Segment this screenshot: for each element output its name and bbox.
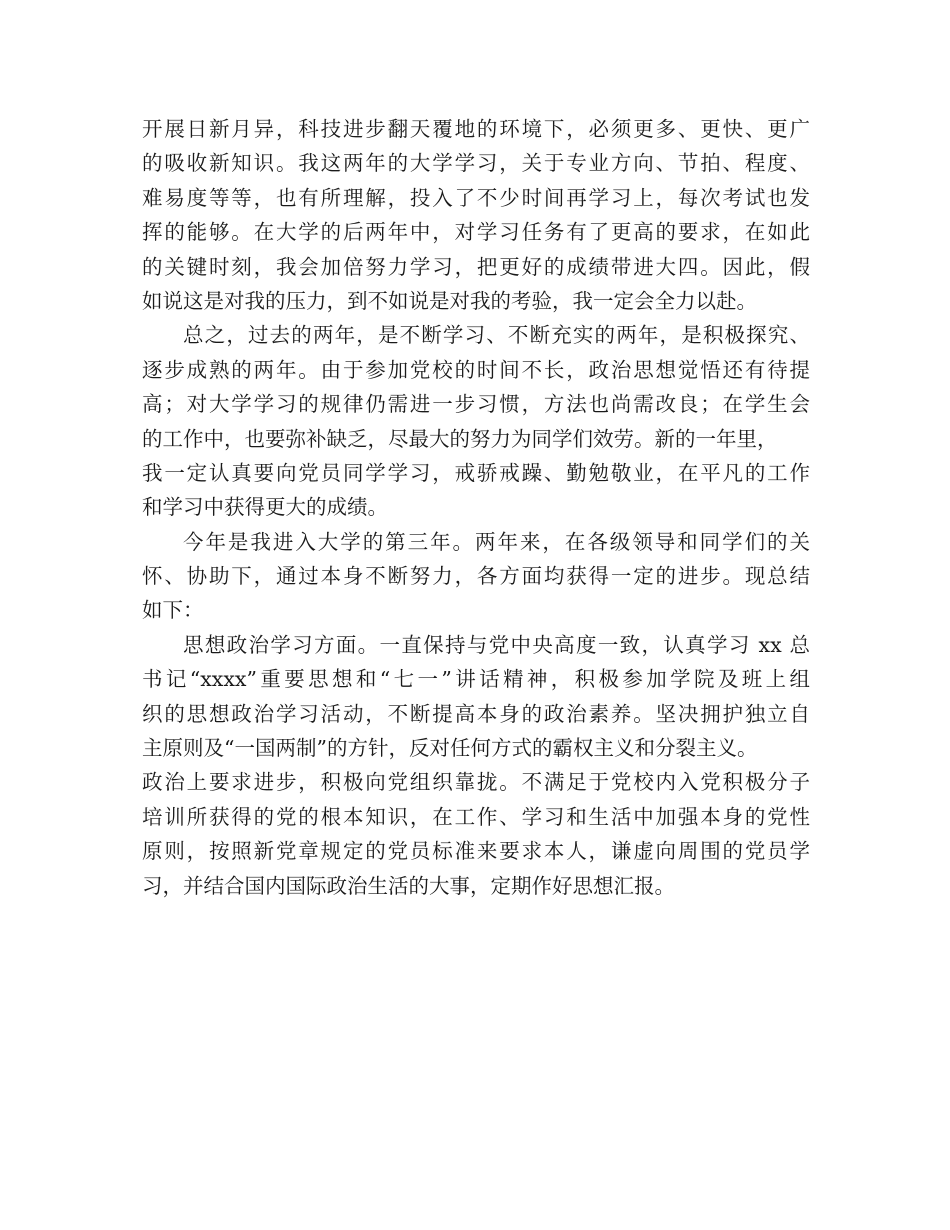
text-line: 总之，过去的两年，是不断学习、不断充实的两年，是积极探究、: [183, 323, 810, 348]
text-line: 逐步成熟的两年。由于参加党校的时间不长，政治思想觉悟还有待提: [142, 357, 810, 382]
paragraph-political-study: [142, 628, 810, 903]
text-line: 主原则及“一国两制”的方针，反对任何方式的霸权主义和分裂主义。: [142, 736, 758, 761]
text-line: 高；对大学学习的规律仍需进一步习惯，方法也尚需改良；在学生会: [142, 392, 810, 417]
text-line: 培训所获得的党的根本知识，在工作、学习和生活中加强本身的党性: [142, 804, 810, 829]
text-line: 难易度等等，也有所理解，投入了不少时间再学习上，每次考试也发: [142, 185, 810, 210]
text-line: 的关键时刻，我会加倍努力学习，把更好的成绩带进大四。因此，假: [142, 254, 810, 279]
text-line: 的工作中，也要弥补缺乏，尽最大的努力为同学们效劳。新的一年里，: [142, 426, 778, 451]
text-line: 思想政治学习方面。一直保持与党中央高度一致，认真学习 xx 总: [183, 632, 810, 657]
text-line: 的吸收新知识。我这两年的大学学习，关于专业方向、节拍、程度、: [142, 151, 810, 176]
text-line: 我一定认真要向党员同学学习，戒骄戒躁、勤勉敬业，在平凡的工作: [142, 460, 810, 485]
text-line: 开展日新月异，科技进步翻天覆地的环境下，必须更多、更快、更广: [142, 117, 810, 141]
text-line: 织的思想政治学习活动，不断提高本身的政治素养。坚决拥护独立自: [142, 701, 810, 726]
text-line: 原则，按照新党章规定的党员标准来要求本人，谦虚向周围的党员学: [142, 839, 810, 864]
paragraph-intro: [142, 525, 810, 628]
text-line: 怀、协助下，通过本身不断努力，各方面均获得一定的进步。现总结: [142, 564, 810, 589]
paragraph-summary: [142, 318, 810, 524]
text-line: 政治上要求进步，积极向党组织靠拢。不满足于党校内入党积极分子: [142, 770, 810, 795]
text-line: 如说这是对我的压力，到不如说是对我的考验，我一定会全力以赴。: [142, 288, 757, 313]
text-line: 今年是我进入大学的第三年。两年来，在各级领导和同学们的关: [183, 529, 810, 554]
document-body: [142, 112, 810, 903]
paragraph-continuation: [142, 112, 810, 318]
text-line: 如下：: [142, 598, 204, 623]
text-line: 书记“xxxx”重要思想和“七一”讲话精神，积极参加学院及班上组: [142, 667, 810, 692]
text-line: 和学习中获得更大的成绩。: [142, 495, 388, 520]
text-line: 挥的能够。在大学的后两年中，对学习任务有了更高的要求，在如此: [142, 220, 810, 245]
text-line: 习，并结合国内国际政治生活的大事，定期作好思想汇报。: [142, 873, 675, 898]
